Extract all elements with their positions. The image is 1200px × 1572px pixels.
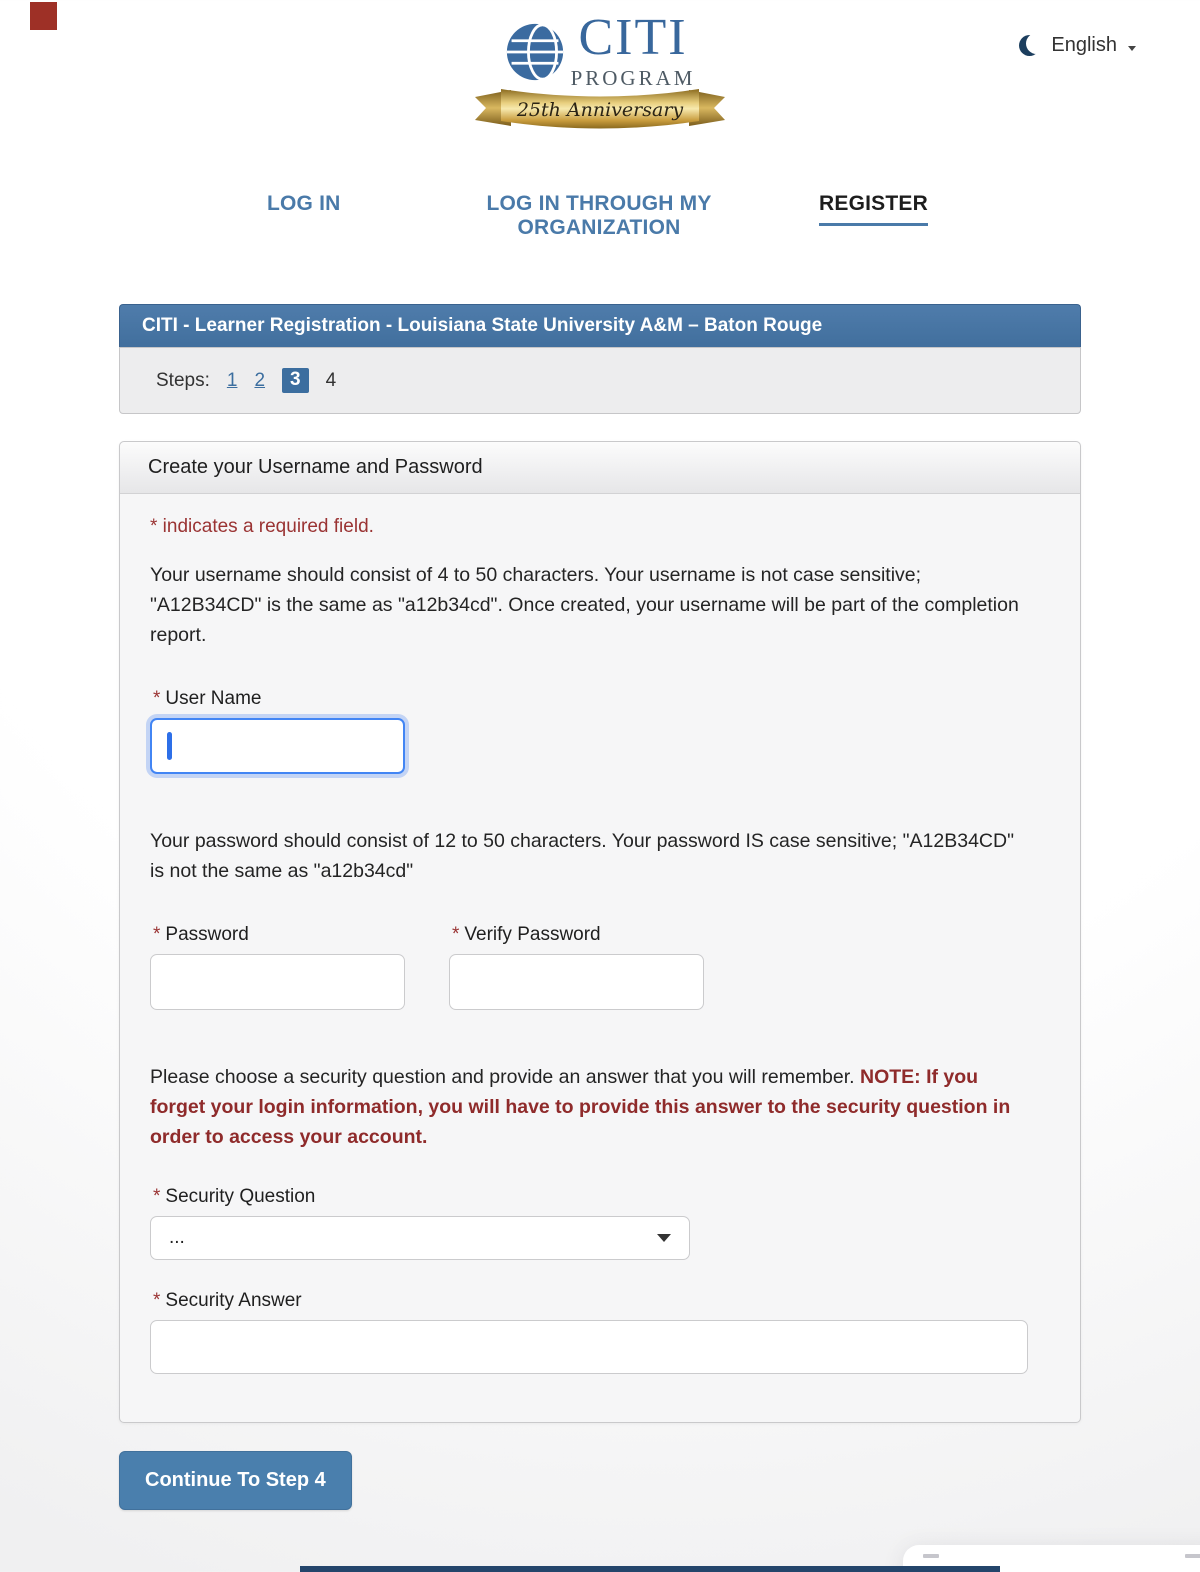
verify-password-field-group — [449, 924, 704, 1010]
required-asterisk: * — [153, 1186, 161, 1208]
security-answer-input[interactable] — [150, 1320, 1028, 1374]
dropdown-caret-icon — [657, 1234, 671, 1242]
create-credentials-panel — [119, 441, 1081, 1423]
security-answer-label: * Security Answer — [153, 1290, 302, 1312]
auth-nav — [119, 188, 1081, 250]
language-selector[interactable] — [1019, 34, 1136, 57]
page-header — [0, 0, 1200, 134]
language-label: English — [1051, 34, 1117, 56]
anniversary-banner-text: 25th Anniversary — [516, 99, 684, 121]
password-input[interactable] — [150, 954, 405, 1010]
password-label: * Password — [153, 924, 249, 946]
nav-log-in[interactable]: LOG IN — [267, 192, 341, 215]
moon-icon — [1019, 35, 1040, 56]
step-3-current: 3 — [282, 368, 309, 393]
capture-artifact-bottom-bar — [300, 1566, 1000, 1572]
steps-bar — [119, 347, 1081, 414]
nav-log-in-through-organization[interactable]: LOG IN THROUGH MY ORGANIZATION — [486, 192, 712, 240]
username-help-text: Your username should consist of 4 to 50 characters. Your username is not case sensitive; "A12B34CD" is the same as "a12b34cd". Once created, your username will be part of the completion report. — [150, 564, 1019, 647]
step-2-link[interactable]: 2 — [254, 369, 266, 391]
required-asterisk: * — [153, 688, 161, 710]
nav-register[interactable]: REGISTER — [819, 192, 928, 226]
step-4: 4 — [325, 369, 337, 391]
verify-password-label: * Verify Password — [452, 924, 601, 946]
anniversary-ribbon — [475, 85, 725, 131]
required-field-note: * indicates a required field. — [150, 516, 374, 537]
required-asterisk: * — [153, 924, 161, 946]
security-question-field-group — [150, 1186, 1050, 1260]
panel-body — [120, 494, 1080, 1422]
required-asterisk: * — [452, 924, 460, 946]
security-question-select[interactable] — [150, 1216, 690, 1260]
globe-icon — [505, 22, 565, 82]
main-content — [119, 304, 1081, 1510]
security-question-help-text — [150, 1062, 1030, 1152]
username-field-group — [150, 688, 1050, 774]
username-input[interactable] — [150, 718, 405, 774]
security-help-note: NOTE: If you forget your login information, you will have to provide this answer to the security question in order to access your account. — [150, 1066, 1011, 1149]
verify-password-input[interactable] — [449, 954, 704, 1010]
panel-title: Create your Username and Password — [120, 442, 1080, 494]
password-help-text: Your password should consist of 12 to 50 characters. Your password IS case sensitive; "A12B34CD" is not the same as "a12b34cd" — [150, 830, 1015, 883]
password-field-group — [150, 924, 405, 1010]
logo-title: CITI — [578, 9, 688, 66]
chevron-down-icon — [1128, 46, 1136, 51]
registration-title-bar: CITI - Learner Registration - Louisiana State University A&M – Baton Rouge — [119, 304, 1081, 347]
security-help-normal: Please choose a security question and provide an answer that you will remember. — [150, 1066, 860, 1089]
steps-label: Steps: — [156, 369, 210, 391]
security-question-label: * Security Question — [153, 1186, 316, 1208]
continue-to-step-4-button[interactable]: Continue To Step 4 — [119, 1451, 352, 1510]
registration-header — [119, 304, 1081, 414]
logo-subtitle: PROGRAM — [570, 66, 696, 90]
citi-program-logo — [475, 9, 725, 131]
security-question-selected-value: ... — [169, 1227, 185, 1249]
username-label: * User Name — [153, 688, 262, 710]
required-asterisk: * — [153, 1290, 161, 1312]
password-fields-row — [150, 924, 1050, 1010]
security-answer-field-group — [150, 1290, 1050, 1374]
step-1-link[interactable]: 1 — [226, 369, 238, 391]
